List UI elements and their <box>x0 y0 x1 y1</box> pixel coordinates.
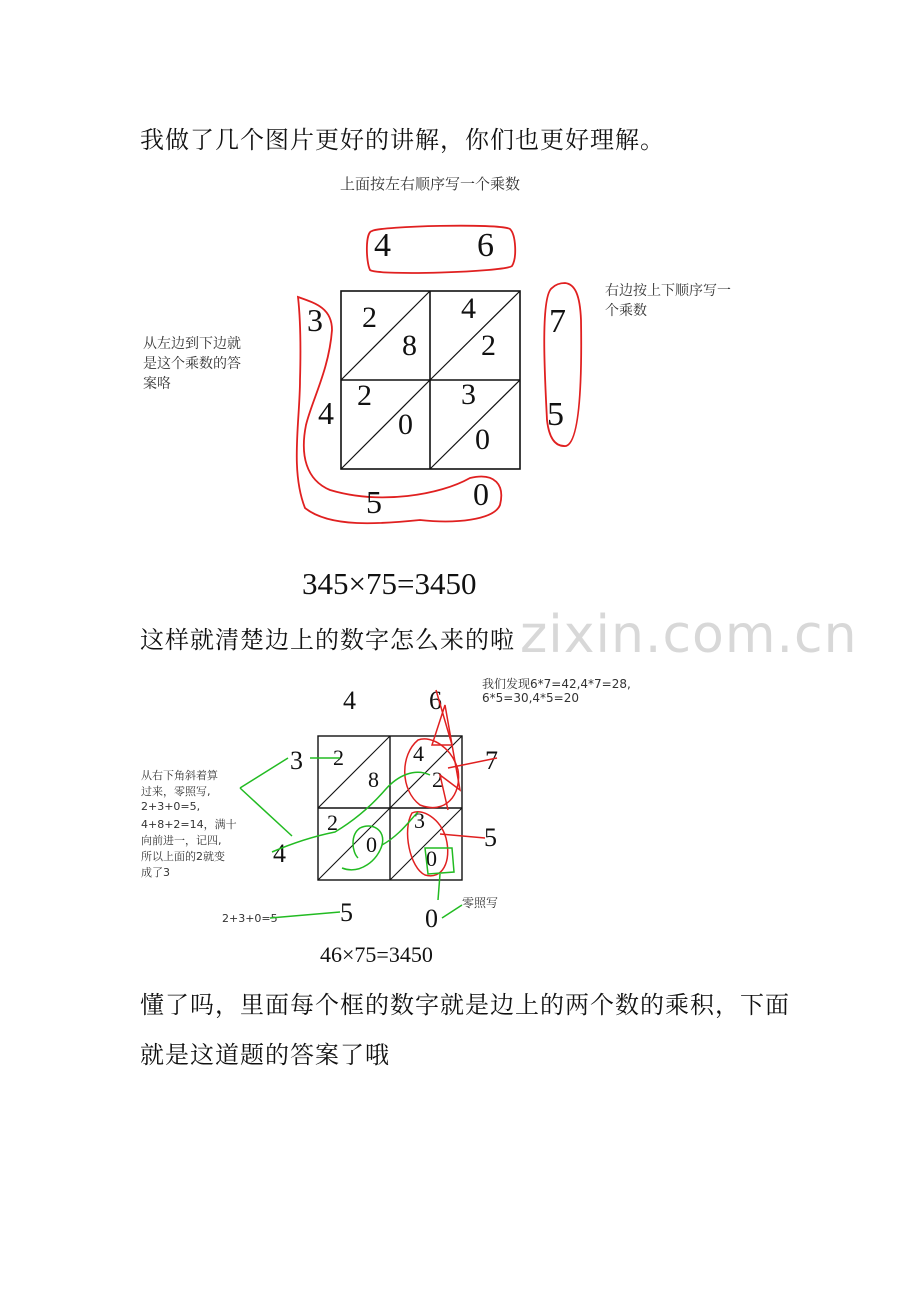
diagram2-diagonal <box>390 736 462 808</box>
diagram1-caption-top: 上面按左右顺序写一个乘数 <box>340 175 521 193</box>
diagram2-right-digit: 5 <box>484 823 497 852</box>
diagram2-note-top-1: 我们发现6*7=42,4*7=28, <box>482 677 631 691</box>
diagram1-right-digit: 7 <box>549 303 566 340</box>
diagram2-green-pointer <box>240 788 292 836</box>
diagram1-caption-left-3: 案咯 <box>143 376 171 392</box>
diagram2-cell-ones: 0 <box>426 846 437 871</box>
diagram2-green-link <box>438 874 440 900</box>
intro-paragraph: 我做了几个图片更好的讲解，你们也更好理解。 <box>140 126 665 154</box>
diagram2-cell-tens: 3 <box>414 808 425 833</box>
diagram1-cell-ones: 2 <box>481 329 496 362</box>
diagram2-cell-ones: 8 <box>368 767 379 792</box>
diagram1-cell-ones: 0 <box>398 408 413 441</box>
diagram2-note-top-2: 6*5=30,4*5=20 <box>482 691 580 705</box>
diagram2-bottom-digit: 5 <box>340 898 353 927</box>
watermark: zixin.com.cn <box>520 605 858 665</box>
diagram2-green-annotations <box>240 758 462 918</box>
diagram1-top-digit: 4 <box>374 227 391 264</box>
diagram1-cell-ones: 8 <box>402 329 417 362</box>
diagram2-note-left-line: 所以上面的2就变 <box>141 850 225 863</box>
diagram2-cell-tens: 2 <box>327 810 338 835</box>
diagram1-caption-right-2: 个乘数 <box>605 303 647 319</box>
diagram1-cell-ones: 0 <box>475 423 490 456</box>
diagram2-left-digit: 3 <box>290 746 303 775</box>
explanation-paragraph: 这样就清楚边上的数字怎么来的啦 <box>140 626 515 654</box>
diagram2-note-left-line: 过来，零照写, <box>141 785 211 798</box>
diagram1-right-digit: 5 <box>547 396 564 433</box>
summary-paragraph-line-1: 懂了吗，里面每个框的数字就是边上的两个数的乘积，下面 <box>140 991 790 1019</box>
diagram2-note-left-line: 成了3 <box>141 866 170 879</box>
diagram1-top-digit: 6 <box>477 227 494 264</box>
diagram2-cell-ones: 0 <box>366 832 377 857</box>
diagram2-note-left-line: 从右下角斜着算 <box>141 769 218 782</box>
diagram2-note-left-line: 4+8+2=14，满十 <box>141 818 237 831</box>
diagram1-caption-left-2: 是这个乘数的答 <box>143 356 241 372</box>
diagram2-green-pointer <box>240 758 288 788</box>
diagram1-cell-tens: 3 <box>461 378 476 411</box>
diagram2-top-digit: 4 <box>343 686 356 715</box>
diagram2-cell-tens: 4 <box>413 741 424 766</box>
diagram1-left-digit: 4 <box>318 395 334 431</box>
diagram2-equation: 46×75=3450 <box>320 942 433 967</box>
diagram2-green-pointer-bottom <box>270 912 340 918</box>
diagram2-cell-tens: 2 <box>333 745 344 770</box>
diagram2-note-left-line: 向前进一，记四, <box>141 834 222 847</box>
diagram2-bottom-digit: 0 <box>425 904 438 933</box>
diagram1-left-digit: 3 <box>307 302 323 338</box>
diagram2-top-digit: 6 <box>429 686 442 715</box>
diagram2-note-bottom-right: 零照写 <box>462 896 499 910</box>
diagram2-note-bottom-left: 2+3+0=5 <box>222 912 278 925</box>
diagram2-right-digit: 7 <box>485 746 498 775</box>
diagram1-bottom-digit: 5 <box>366 484 382 520</box>
diagram2-note-left-line: 2+3+0=5, <box>141 800 201 813</box>
diagram1-bottom-digit: 0 <box>473 476 489 512</box>
diagram2-left-digit: 4 <box>273 839 286 868</box>
diagram2-green-pointer-zero <box>442 905 462 918</box>
diagram2-cell-ones: 2 <box>432 767 443 792</box>
diagram1-caption-left-1: 从左边到下边就 <box>143 336 241 352</box>
diagram1-equation: 345×75=3450 <box>302 566 477 601</box>
diagram1-cell-tens: 4 <box>461 292 476 325</box>
diagram1-cell-tens: 2 <box>362 301 377 334</box>
diagram1-cell-tens: 2 <box>357 379 372 412</box>
summary-paragraph-line-2: 就是这道题的答案了哦 <box>140 1041 390 1069</box>
diagram1-caption-right-1: 右边按上下顺序写一 <box>605 283 731 299</box>
diagram2-green-link <box>382 812 418 845</box>
